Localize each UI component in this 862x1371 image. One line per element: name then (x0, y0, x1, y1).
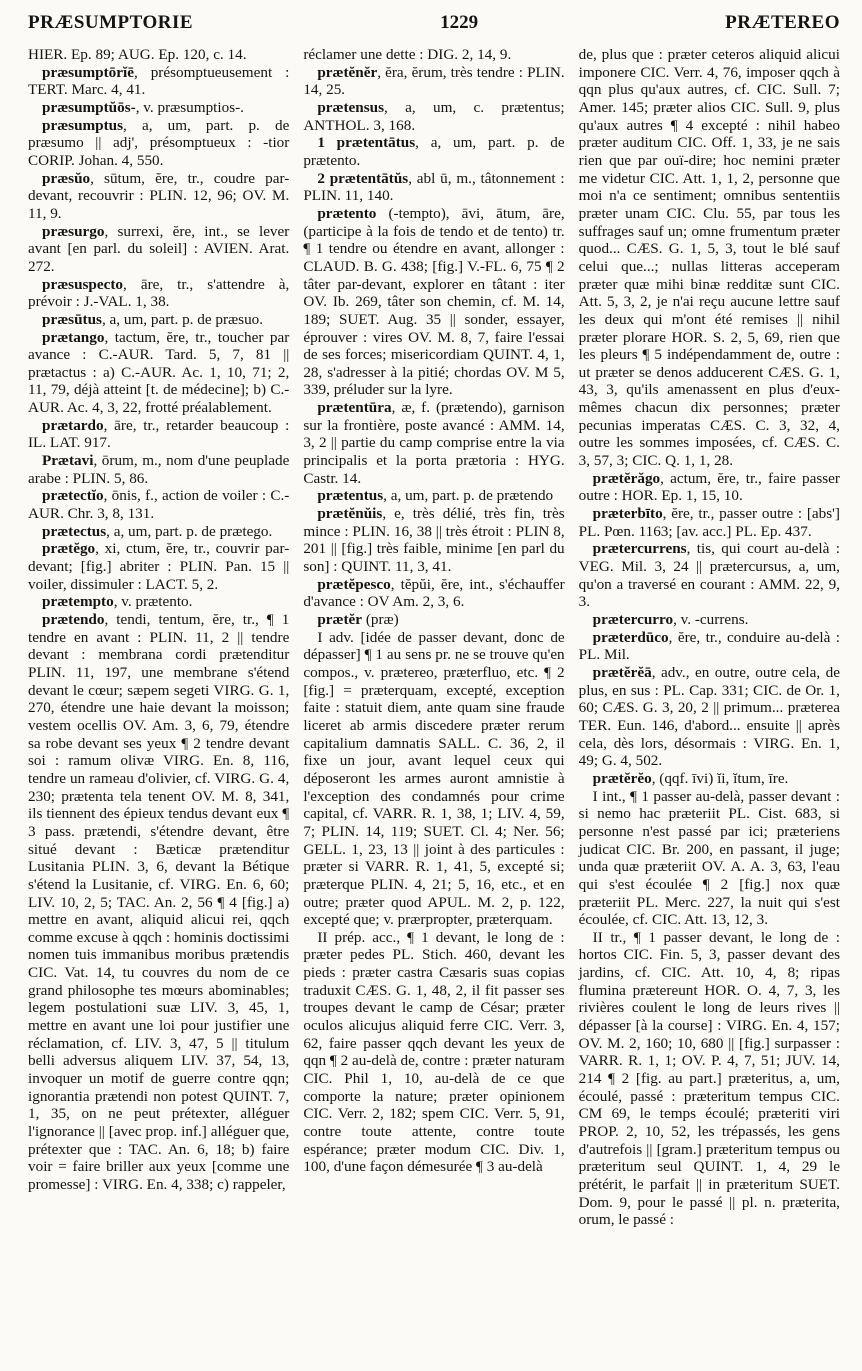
dictionary-entry: prætĕr (præ) (317, 611, 399, 628)
dictionary-entry: præterdūco, ĕre, tr., conduire au-delà : PL. Mil. (578, 628, 840, 664)
dictionary-entry: præterbīto, ĕre, tr., passer outre : [abs'] PL. Pœn. 1163; [av. acc.] PL. Ep. 437. (578, 505, 840, 540)
column-3 (579, 46, 840, 1229)
dictionary-entry: prætendo, tendi, tentum, ĕre, tr., ¶ 1 tendre en avant : PLIN. 11, 2 || tendre devant : membrana cordi prætenditur PLIN. 11, 197, une membrane s'étend devant le cœur; sæpem segeti VIRG. G. 1, 270, étendre une haie devant la moisson; vestem ocellis OV. Am. 3, 6, 79, étendre sa robe devant ses yeux ¶ 2 tendre devant soi : ramum olivæ VIRG. En. 8, 116, tendre un rameau d'olivier, cf. VIRG. G. 4, 230; prætenta tela tenent OV. M. 8, 341, ils tiennent des épieux tendus devant eux ¶ 3 pass. prætendi, s'étendre devant, être situé devant : Bæticæ prætenditur Lusitania PLIN. 3, 6, devant la Bétique s'étend la Lusitanie, cf. VIRG. En. 6, 60; LIV. 10, 2, 5; TAC. An. 2, 56 ¶ 4 [fig.] a) mettre en avant, aliquid alicui rei, qqch comme excuse à qqch : hominis doctissimi nomen tuis immanibus moribus prætendis CIC. Vat. 14, tu couvres du nom de ce grand philosophe tes mœurs abominables; legem postulationi suæ LIV. 3, 45, 1, mettre en avant une loi pour justifier une réclamation, cf. LIV. 3, 47, 5 || titulum belli adversus aliquem LIV. 37, 54, 13, invoquer un motif de guerre contre qqn; ignorantia prætendi non potest QUINT. 7, 1, 35, on ne peut prétexter, alléguer l'ignorance || [avec prop. inf.] alléguer que, prétexter que : TAC. An. 6, 18; b) faire voir = faire briller aux yeux [comme une promesse] : VIRG. En. 4, 338; c) rappeler, (28, 611, 290, 1193)
dictionary-entry: II tr., ¶ 1 passer devant, le long de : hortos CIC. Fin. 5, 3, passer devant des jardins, cf. CIC. Att. 10, 4, 8; ripas flumina prætereunt HOR. O. 4, 7, 3, les rivières coulent le long de leurs rives || dépasser [à la course] : VIRG. En. 4, 157; OV. M. 2, 160; 10, 680 || [fig.] surpasser : VARR. R. 1, 1; OV. P. 4, 7, 51; JUV. 14, 214 ¶ 2 [fig. au part.] præteritus, a, um, écoulé, passé : præteritum tempus CIC. CM 69, le temps écoulé; præteriti viri PROP. 2, 10, 52, les trépassés, les gens d'autrefois || [gram.] præteritum tempus ou præteritum seul QUINT. 1, 4, 29 le prétérit, le parfait || in præteritum SUET. Dom. 9, pour le passé || pl. n. præterita, orum, le passé : (578, 928, 840, 1229)
dictionary-entry: præsumptŭōs-, v. præsumptios-. (42, 98, 244, 116)
dictionary-entry: prætento (-tempto), āvi, ātum, āre, (participe à la fois de tendo et de tento) tr. ¶ 1 tendre ou étendre en avant, allonger : CLAUD. B. G. 438; [fig.] V.-FL. 6, 75 ¶ 2 tâter par-devant, explorer en tâtant : iter OV. Ib. 269, tâter son chemin, cf. M. 14, 189; SUET. Aug. 35 || sonder, essayer, éprouver : vires OV. M. 8, 7, faire l'essai de ses forces; misericordiam QUINT. 4, 1, 28, s'adresser à la pitié; chordas OV. M 5, 339, préluder sur la lyre. (303, 204, 565, 399)
dictionary-entry: I int., ¶ 1 passer au-delà, passer devant : si nemo hac præteriit PL. Cist. 683, si personne n'est passé par ici; præteriens judicat CIC. Br. 200, en passant, il juge; unda quæ præteriit OV. A. A. 3, 63, l'eau qui s'est écoulée ¶ 2 [fig.] nox quæ præteriit PL. Merc. 227, la nuit qui s'est écoulée, cf. CIC. Att. 13, 12, 3. (578, 787, 840, 929)
dictionary-entry: HIER. Ep. 89; AUG. Ep. 120, c. 14. (28, 46, 247, 63)
dictionary-entry: prætĕrĕo, (qqf. īvi) ĭi, ĭtum, īre. (592, 769, 789, 787)
dictionary-entry: præsumptōrĭē, présomptueusement : TERT. Marc. 4, 41. (28, 63, 290, 99)
dictionary-entry: præsurgo, surrexi, ĕre, int., se lever avant [en parl. du soleil] : AVIEN. Arat. 272. (28, 222, 290, 275)
dictionary-entry: præsŭo, sūtum, ĕre, tr., coudre par-devant, recouvrir : PLIN. 12, 96; OV. M. 11, 9. (28, 169, 290, 222)
running-head-left: PRÆSUMPTORIE (28, 12, 194, 33)
dictionary-entry: 2 prætentātŭs, abl ū, m., tâtonnement : PLIN. 11, 140. (303, 169, 565, 205)
page-number: 1229 (440, 12, 479, 33)
dictionary-entry: prætĕnĕr, ĕra, ĕrum, très tendre : PLIN. 14, 25. (303, 63, 565, 99)
column-1 (28, 46, 289, 1229)
dictionary-entry: prætango, tactum, ĕre, tr., toucher par avance : C.-AUR. Tard. 5, 7, 81 || prætactus : a) C.-AUR. Ac. 1, 10, 71; 2, 11, 79, déjà atteint [t. de médecine]; b) C.-AUR. Ac. 4, 3, 22, frotté préalablement. (28, 328, 290, 417)
dictionary-entry: prætĕpesco, tĕpŭi, ĕre, int., s'échauffer d'avance : OV Am. 2, 3, 6. (303, 575, 565, 611)
dictionary-entry: II prép. acc., ¶ 1 devant, le long de : præter pedes PL. Stich. 460, devant les pieds : præter castra Cæsaris suas copias traduxit CÆS. G. 1, 48, 2, il fit passer ses troupes devant le camp de César; præter oculos alicujus aliquid ferre CIC. Verr. 3, 62, faire passer qqch devant les yeux de qqn ¶ 2 au-delà de, contre : præter naturam CIC. Phil 1, 10, au-delà de ce que comporte la nature; præter opinionem CIC. Verr. 2, 182; spem CIC. Verr. 5, 91, contre toute attente, contre toute espérance; præter modum CIC. Div. 1, 100, d'une façon démesurée ¶ 3 au-delà (303, 928, 565, 1176)
dictionary-entry: prætentūra, æ, f. (prætendo), garnison sur la frontière, poste avancé : AMM. 14, 3, 2 || partie du camp comprise entre la via principalis et la porta prætoria : HYG. Castr. 14. (303, 399, 565, 487)
dictionary-entry: præsumptus, a, um, part. p. de præsumo || adj', présomptueux : -tior CORIP. Johan. 4, 550. (28, 116, 290, 169)
dictionary-entry: prætectĭo, ōnis, f., action de voiler : C.-AUR. Chr. 3, 8, 131. (28, 487, 290, 523)
running-head (28, 12, 840, 42)
dictionary-entry: prætempto, v. prætento. (42, 593, 193, 611)
dictionary-entry: I adv. [idée de passer devant, donc de dépasser] ¶ 1 au sens pr. ne se trouve qu'en compos., v. prætereo, præterfluo, etc. ¶ 2 [fig.] = præterquam, excepté, exception faite : statuit diem, ante quam sine fraude liceret ab armis discedere præter rerum capitalium damnatis SALL. C. 36, 2, il fixe un jour, avant lequel ceux qui déposeront les armes auront amnistie à l'exception des condamnés pour crime capital, cf. VARR. R. 1, 38, 1; LIV. 4, 59, 7; PLIN. 14, 119; SUET. Cl. 4; Ner. 56; GELL. 1, 23, 13 || joint à des particules : præter si VARR. R. 1, 41, 5, excepté si; præterque PLIN. 4, 21; 5, 16, etc., et en outre; præter quod APUL. M. 2, p. 122, excepté que; v. prærpropter, præterquam. (303, 628, 565, 929)
dictionary-entry: réclamer une dette : DIG. 2, 14, 9. (303, 46, 512, 63)
column-2 (303, 46, 564, 1229)
dictionary-entry: prætĕrăgo, actum, ĕre, tr., faire passer outre : HOR. Ep. 1, 15, 10. (578, 469, 840, 505)
dictionary-entry: præsuspecto, āre, tr., s'attendre à, prévoir : J.-VAL. 1, 38. (28, 275, 290, 311)
dictionary-entry: prætĕrĕā, adv., en outre, outre cela, de plus, en sus : PL. Cap. 331; CIC. de Or. 1, 60; CÆS. G. 3, 20, 2 || primum... præterea TER. Eun. 146, d'abord... ensuite || après cela, dès lors, désormais : VIRG. En. 1, 49; G. 4, 502. (578, 663, 840, 770)
dictionary-entry: de, plus que : præter ceteros aliquid alicui imponere CIC. Verr. 4, 76, imposer qqch à qqn plus qu'aux autres, cf. CIC. Sull. 7; Amer. 145; præter alios CIC. Sull. 9, plus qu'aux autres ¶ 4 excepté : nihil habeo præter auditum CIC. Off. 1, 33, je ne sais rien que par ouï-dire; hoc nemini præter me videtur CIC. Att. 1, 1, 2, personne que moi n'a ce sentiment; omnibus sententiis præter unam CIC. Clu. 55, par tous les suffrages sauf un; omne frumentum præter quod... CÆS. G. 1, 5, 3, tout le blé sauf celui que...; nullas litteras acceperam præter quæ mihi binæ redditæ sunt CIC. Att. 5, 3, 2, je n'ai reçu aucune lettre sauf les deux qui m'ont été remises || nihil præter plorare HOR. S. 2, 5, 69, rien que les pleurs ¶ 5 indépendamment de, outre : ut præter se denos adducerent CÆS. G. 1, 43, 3, qu'ils amenassent en plus d'eux-mêmes chacun dix personnes; præter pecunias imperatas CÆS. C. 3, 32, 4, outre les sommes imposées, cf. CÆS. C. 3, 57, 3; CIC. Q. 1, 1, 28. (578, 46, 840, 470)
dictionary-entry: prætercurro, v. -currens. (592, 611, 749, 628)
dictionary-entry: prætectus, a, um, part. p. de prætego. (42, 522, 273, 540)
dictionary-entry: 1 prætentātus, a, um, part. p. de prætento. (303, 134, 565, 169)
dictionary-entry: prætercurrens, tis, qui court au-delà : VEG. Mil. 3, 24 || prætercursus, a, um, qu'on a traversé en courant : AMM. 22, 9, 3. (578, 540, 840, 611)
running-head-right: PRÆTEREO (725, 12, 840, 33)
dictionary-entry: præsūtus, a, um, part. p. de præsuo. (42, 310, 264, 328)
dictionary-entry: prætardo, āre, tr., retarder beaucoup : IL. LAT. 917. (28, 416, 290, 452)
dictionary-entry: prætĕgo, xi, ctum, ĕre, tr., couvrir par-devant; [fig.] abriter : PLIN. Pan. 15 || voiler, dissimuler : LACT. 5, 2. (28, 540, 290, 593)
dictionary-entry: prætensus, a, um, c. prætentus; ANTHOL. 3, 168. (303, 98, 565, 134)
text-columns (28, 46, 840, 1229)
dictionary-entry: Prætavi, ōrum, m., nom d'une peuplade arabe : PLIN. 5, 86. (28, 452, 290, 487)
dictionary-entry: prætentus, a, um, part. p. de prætendo (317, 487, 554, 505)
dictionary-entry: prætĕnŭis, e, très délié, très fin, très mince : PLIN. 16, 38 || très étroit : PLIN 8, 201 || [fig.] très faible, minime [en parl du son] : QUINT. 11, 3, 41. (303, 505, 565, 576)
